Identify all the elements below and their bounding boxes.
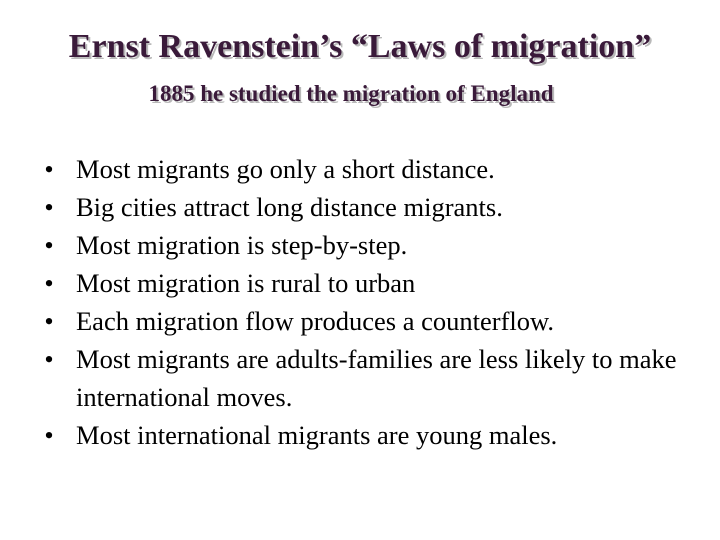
bullet-icon: •	[44, 154, 54, 184]
bullet-icon: •	[44, 230, 54, 260]
bullet-item-5	[41, 302, 701, 340]
bullet-icon: •	[44, 306, 54, 336]
bullet-text: Most migration is step-by-step.	[76, 230, 408, 260]
bullet-item-4	[41, 264, 701, 302]
bullet-list	[41, 150, 701, 454]
bullet-text: Most international migrants are young males.	[76, 420, 558, 450]
bullet-text: Most migrants go only a short distance.	[76, 154, 495, 184]
bullet-text: Most migration is rural to urban	[76, 268, 416, 298]
bullet-icon: •	[44, 192, 54, 222]
slide-title: Ernst Ravenstein’s “Laws of migration”	[68, 28, 652, 65]
bullet-item-6	[41, 340, 701, 416]
bullet-item-2	[41, 188, 701, 226]
bullet-text: Big cities attract long distance migrants.	[76, 192, 503, 222]
bullet-text: Most migrants are adults-families are less likely to make international moves.	[76, 344, 677, 412]
bullet-icon: •	[44, 420, 54, 450]
bullet-item-1	[41, 150, 701, 188]
bullet-icon: •	[44, 268, 54, 298]
bullet-text: Each migration flow produces a counterflow.	[76, 306, 555, 336]
bullet-item-3	[41, 226, 701, 264]
bullet-icon: •	[44, 344, 54, 374]
slide-subtitle: 1885 he studied the migration of England	[148, 81, 554, 106]
bullet-item-7	[41, 416, 701, 454]
